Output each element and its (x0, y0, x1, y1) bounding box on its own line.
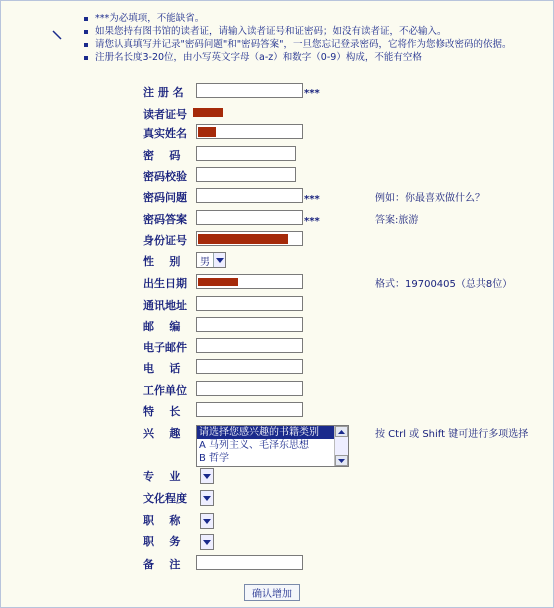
workplace-label: 工作单位 (143, 384, 187, 397)
bullet-icon (84, 30, 88, 34)
question-hint: 例如：你最喜欢做什么？ (375, 193, 485, 204)
username-label: 注 册 名 (143, 86, 184, 99)
address-label: 通讯地址 (143, 299, 187, 312)
scroll-down-icon[interactable] (335, 455, 348, 466)
chevron-down-icon (201, 514, 213, 528)
password-label: 密 码 (143, 149, 181, 162)
notice-item: 请您认真填写并记录"密码问题"和"密码答案"，一旦您忘记登录密码，它将作为您修改密码的依据。 (84, 38, 511, 51)
interest-option[interactable]: B 哲学 (199, 453, 230, 464)
answer-label: 密码答案 (143, 213, 187, 226)
gender-label: 性 别 (143, 255, 181, 268)
birthdate-hint: 格式：19700405（总共8位） (375, 279, 513, 290)
interest-hint: 按 Ctrl 或 Shift 键可进行多项选择 (375, 429, 529, 440)
duty-label: 职 务 (143, 535, 181, 548)
question-field[interactable] (196, 188, 303, 203)
password-check-label: 密码校验 (143, 170, 187, 183)
card-no-redacted (193, 108, 223, 117)
address-field[interactable] (196, 296, 303, 311)
scroll-up-icon[interactable] (335, 426, 348, 437)
birthdate-label: 出生日期 (143, 277, 187, 290)
username-field[interactable] (196, 83, 303, 98)
specialty-field[interactable] (196, 402, 303, 417)
real-name-redacted (198, 127, 216, 137)
id-no-redacted (198, 234, 288, 244)
email-field[interactable] (196, 338, 303, 353)
bullet-icon (84, 56, 88, 60)
workplace-field[interactable] (196, 381, 303, 396)
education-label: 文化程度 (143, 492, 187, 505)
answer-hint: 答案:旅游 (375, 215, 419, 226)
interest-label: 兴 趣 (143, 427, 181, 440)
question-label: 密码问题 (143, 191, 187, 204)
answer-field[interactable] (196, 210, 303, 225)
mouse-cursor-icon (52, 30, 62, 40)
duty-select[interactable] (200, 534, 214, 550)
required-mark: *** (304, 194, 320, 205)
major-label: 专 业 (143, 470, 181, 483)
id-no-label: 身份证号 (143, 234, 187, 247)
notice-item: 注册名长度3-20位，由小写英文字母（a-z）和数字（0-9）构成，不能有空格 (84, 51, 511, 64)
education-select[interactable] (200, 490, 214, 506)
interest-multiselect[interactable] (196, 425, 349, 467)
title-select[interactable] (200, 513, 214, 529)
postcode-label: 邮 编 (143, 320, 181, 333)
chevron-down-icon (213, 253, 225, 267)
interest-option[interactable]: A 马列主义、毛泽东思想 (199, 440, 310, 451)
title-label: 职 称 (143, 514, 181, 527)
scrollbar[interactable] (334, 426, 348, 466)
remark-label: 备 注 (143, 558, 181, 571)
gender-value: 男 (200, 256, 210, 268)
notice-item: ***为必填项，不能缺省。 (84, 12, 511, 25)
password-field[interactable] (196, 146, 296, 161)
chevron-down-icon (201, 535, 213, 549)
password-check-field[interactable] (196, 167, 296, 182)
chevron-down-icon (201, 469, 213, 483)
email-label: 电子邮件 (143, 341, 187, 354)
bullet-icon (84, 43, 88, 47)
phone-label: 电 话 (143, 362, 181, 375)
real-name-label: 真实姓名 (143, 127, 187, 140)
major-select[interactable] (200, 468, 214, 484)
interest-option[interactable]: 请选择您感兴趣的书籍类别 (197, 426, 334, 439)
postcode-field[interactable] (196, 317, 303, 332)
chevron-down-icon (201, 491, 213, 505)
card-no-label: 读者证号 (143, 108, 187, 121)
notice-list (84, 12, 511, 64)
phone-field[interactable] (196, 359, 303, 374)
required-mark: *** (304, 88, 320, 99)
remark-field[interactable] (196, 555, 303, 570)
notice-item: 如果您持有图书馆的读者证，请输入读者证号和证密码；如没有读者证，不必输入。 (84, 25, 511, 38)
submit-button[interactable]: 确认增加 (244, 584, 300, 601)
specialty-label: 特 长 (143, 405, 181, 418)
birthdate-redacted (198, 278, 238, 286)
bullet-icon (84, 17, 88, 21)
gender-select[interactable] (196, 252, 226, 268)
required-mark: *** (304, 216, 320, 227)
